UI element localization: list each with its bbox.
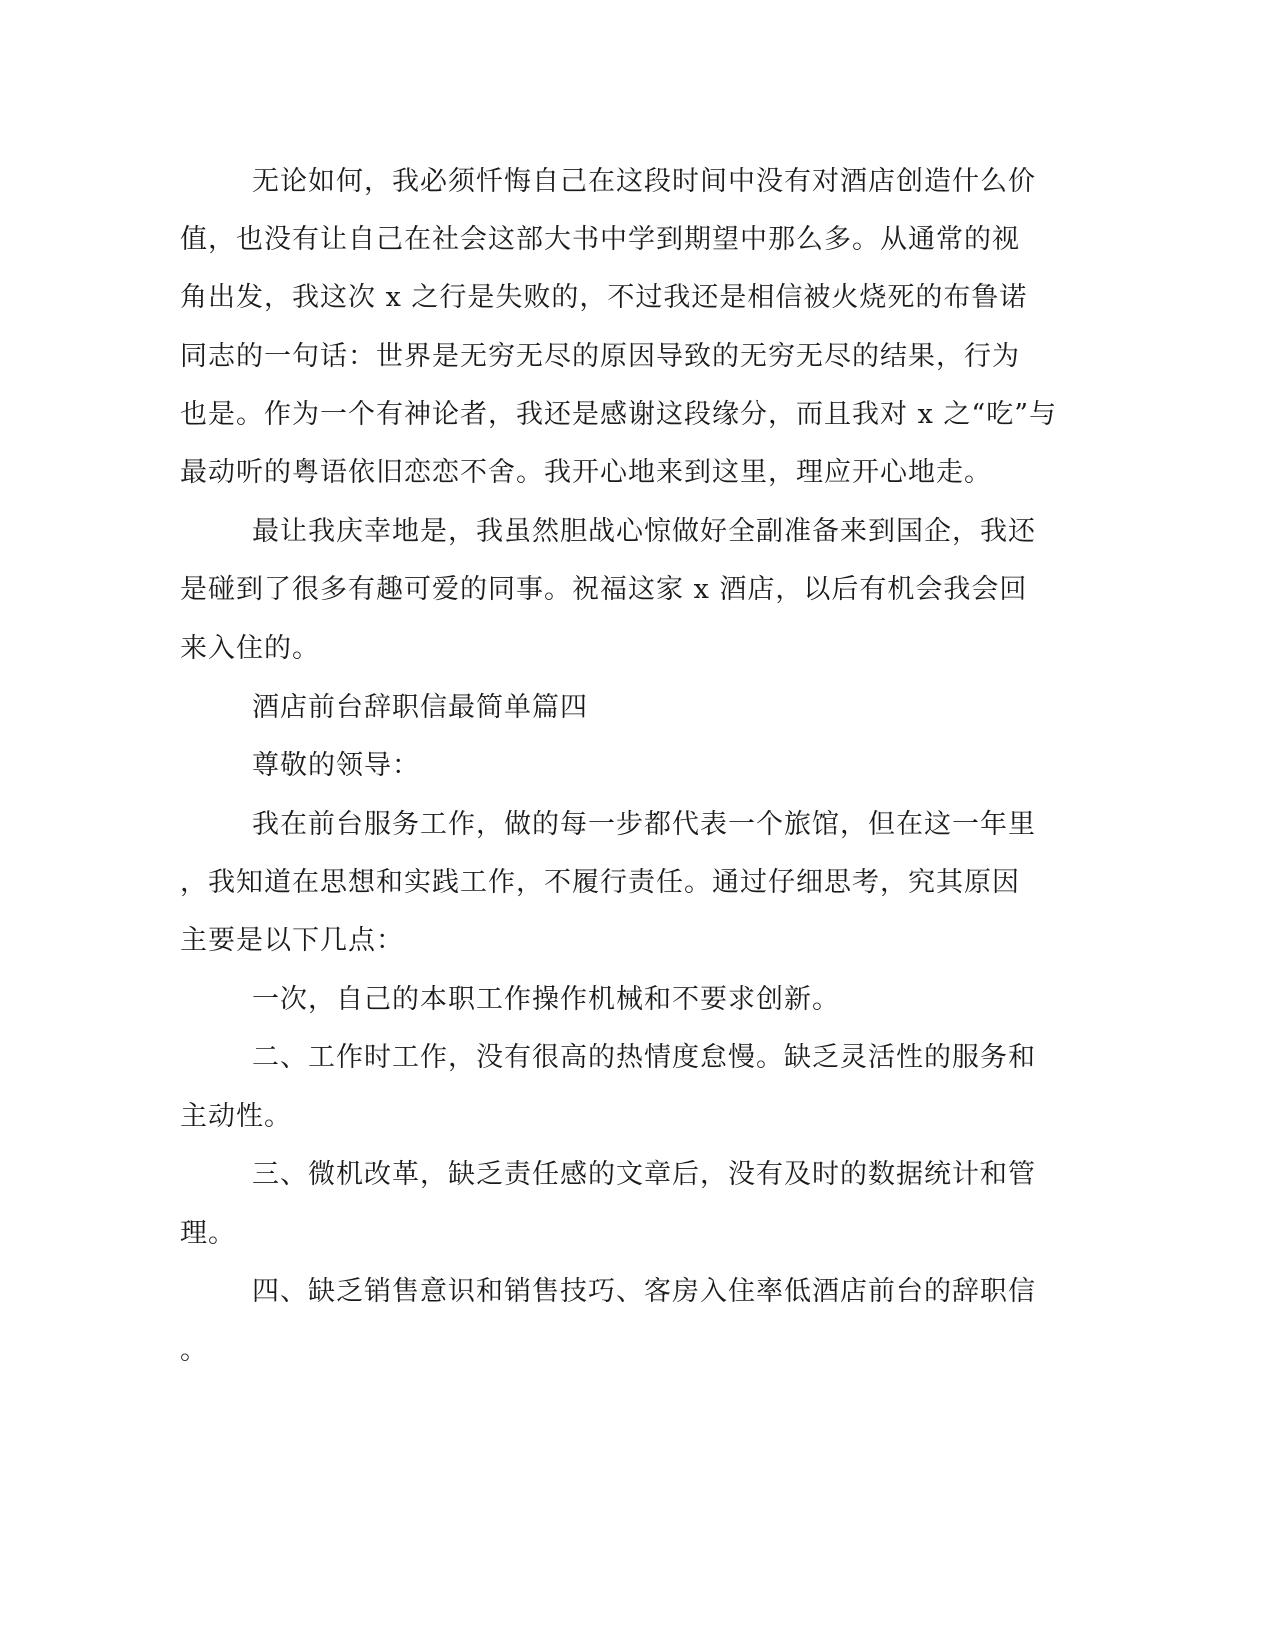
text-line: 理。 — [180, 1218, 236, 1249]
text-line: 角出发，我这次 x 之行是失败的，不过我还是相信被火烧死的布鲁诺 — [180, 282, 1028, 313]
text-line: 主要是以下几点： — [180, 925, 404, 956]
text-line: 来入住的。 — [180, 633, 320, 664]
text-line: 一次，自己的本职工作操作机械和不要求创新。 — [252, 984, 840, 1015]
text-line: 二、工作时工作，没有很高的热情度怠慢。缺乏灵活性的服务和 — [252, 1042, 1036, 1073]
text-line: 最让我庆幸地是，我虽然胆战心惊做好全副准备来到国企，我还 — [252, 516, 1036, 547]
text-line: ，我知道在思想和实践工作，不履行责任。通过仔细思考，究其原因 — [180, 867, 1020, 898]
text-line: 。 — [180, 1335, 208, 1366]
text-line: 主动性。 — [180, 1101, 292, 1132]
text-line: 同志的一句话：世界是无穷无尽的原因导致的无穷无尽的结果，行为 — [180, 341, 1020, 372]
text-line: 也是。作为一个有神论者，我还是感谢这段缘分，而且我对 x 之“吃”与 — [180, 399, 1057, 430]
text-line: 是碰到了很多有趣可爱的同事。祝福这家 x 酒店，以后有机会我会回 — [180, 574, 1028, 605]
text-line: 我在前台服务工作，做的每一步都代表一个旅馆，但在这一年里 — [252, 809, 1036, 840]
section-heading: 酒店前台辞职信最简单篇四 — [252, 692, 588, 723]
salutation: 尊敬的领导： — [252, 750, 420, 781]
text-line: 值，也没有让自己在社会这部大书中学到期望中那么多。从通常的视 — [180, 224, 1020, 255]
text-line: 无论如何，我必须忏悔自己在这段时间中没有对酒店创造什么价 — [252, 166, 1036, 197]
text-line: 三、微机改革，缺乏责任感的文章后，没有及时的数据统计和管 — [252, 1159, 1036, 1190]
text-line: 最动听的粤语依旧恋恋不舍。我开心地来到这里，理应开心地走。 — [180, 457, 992, 488]
text-line: 四、缺乏销售意识和销售技巧、客房入住率低酒店前台的辞职信 — [252, 1276, 1036, 1307]
